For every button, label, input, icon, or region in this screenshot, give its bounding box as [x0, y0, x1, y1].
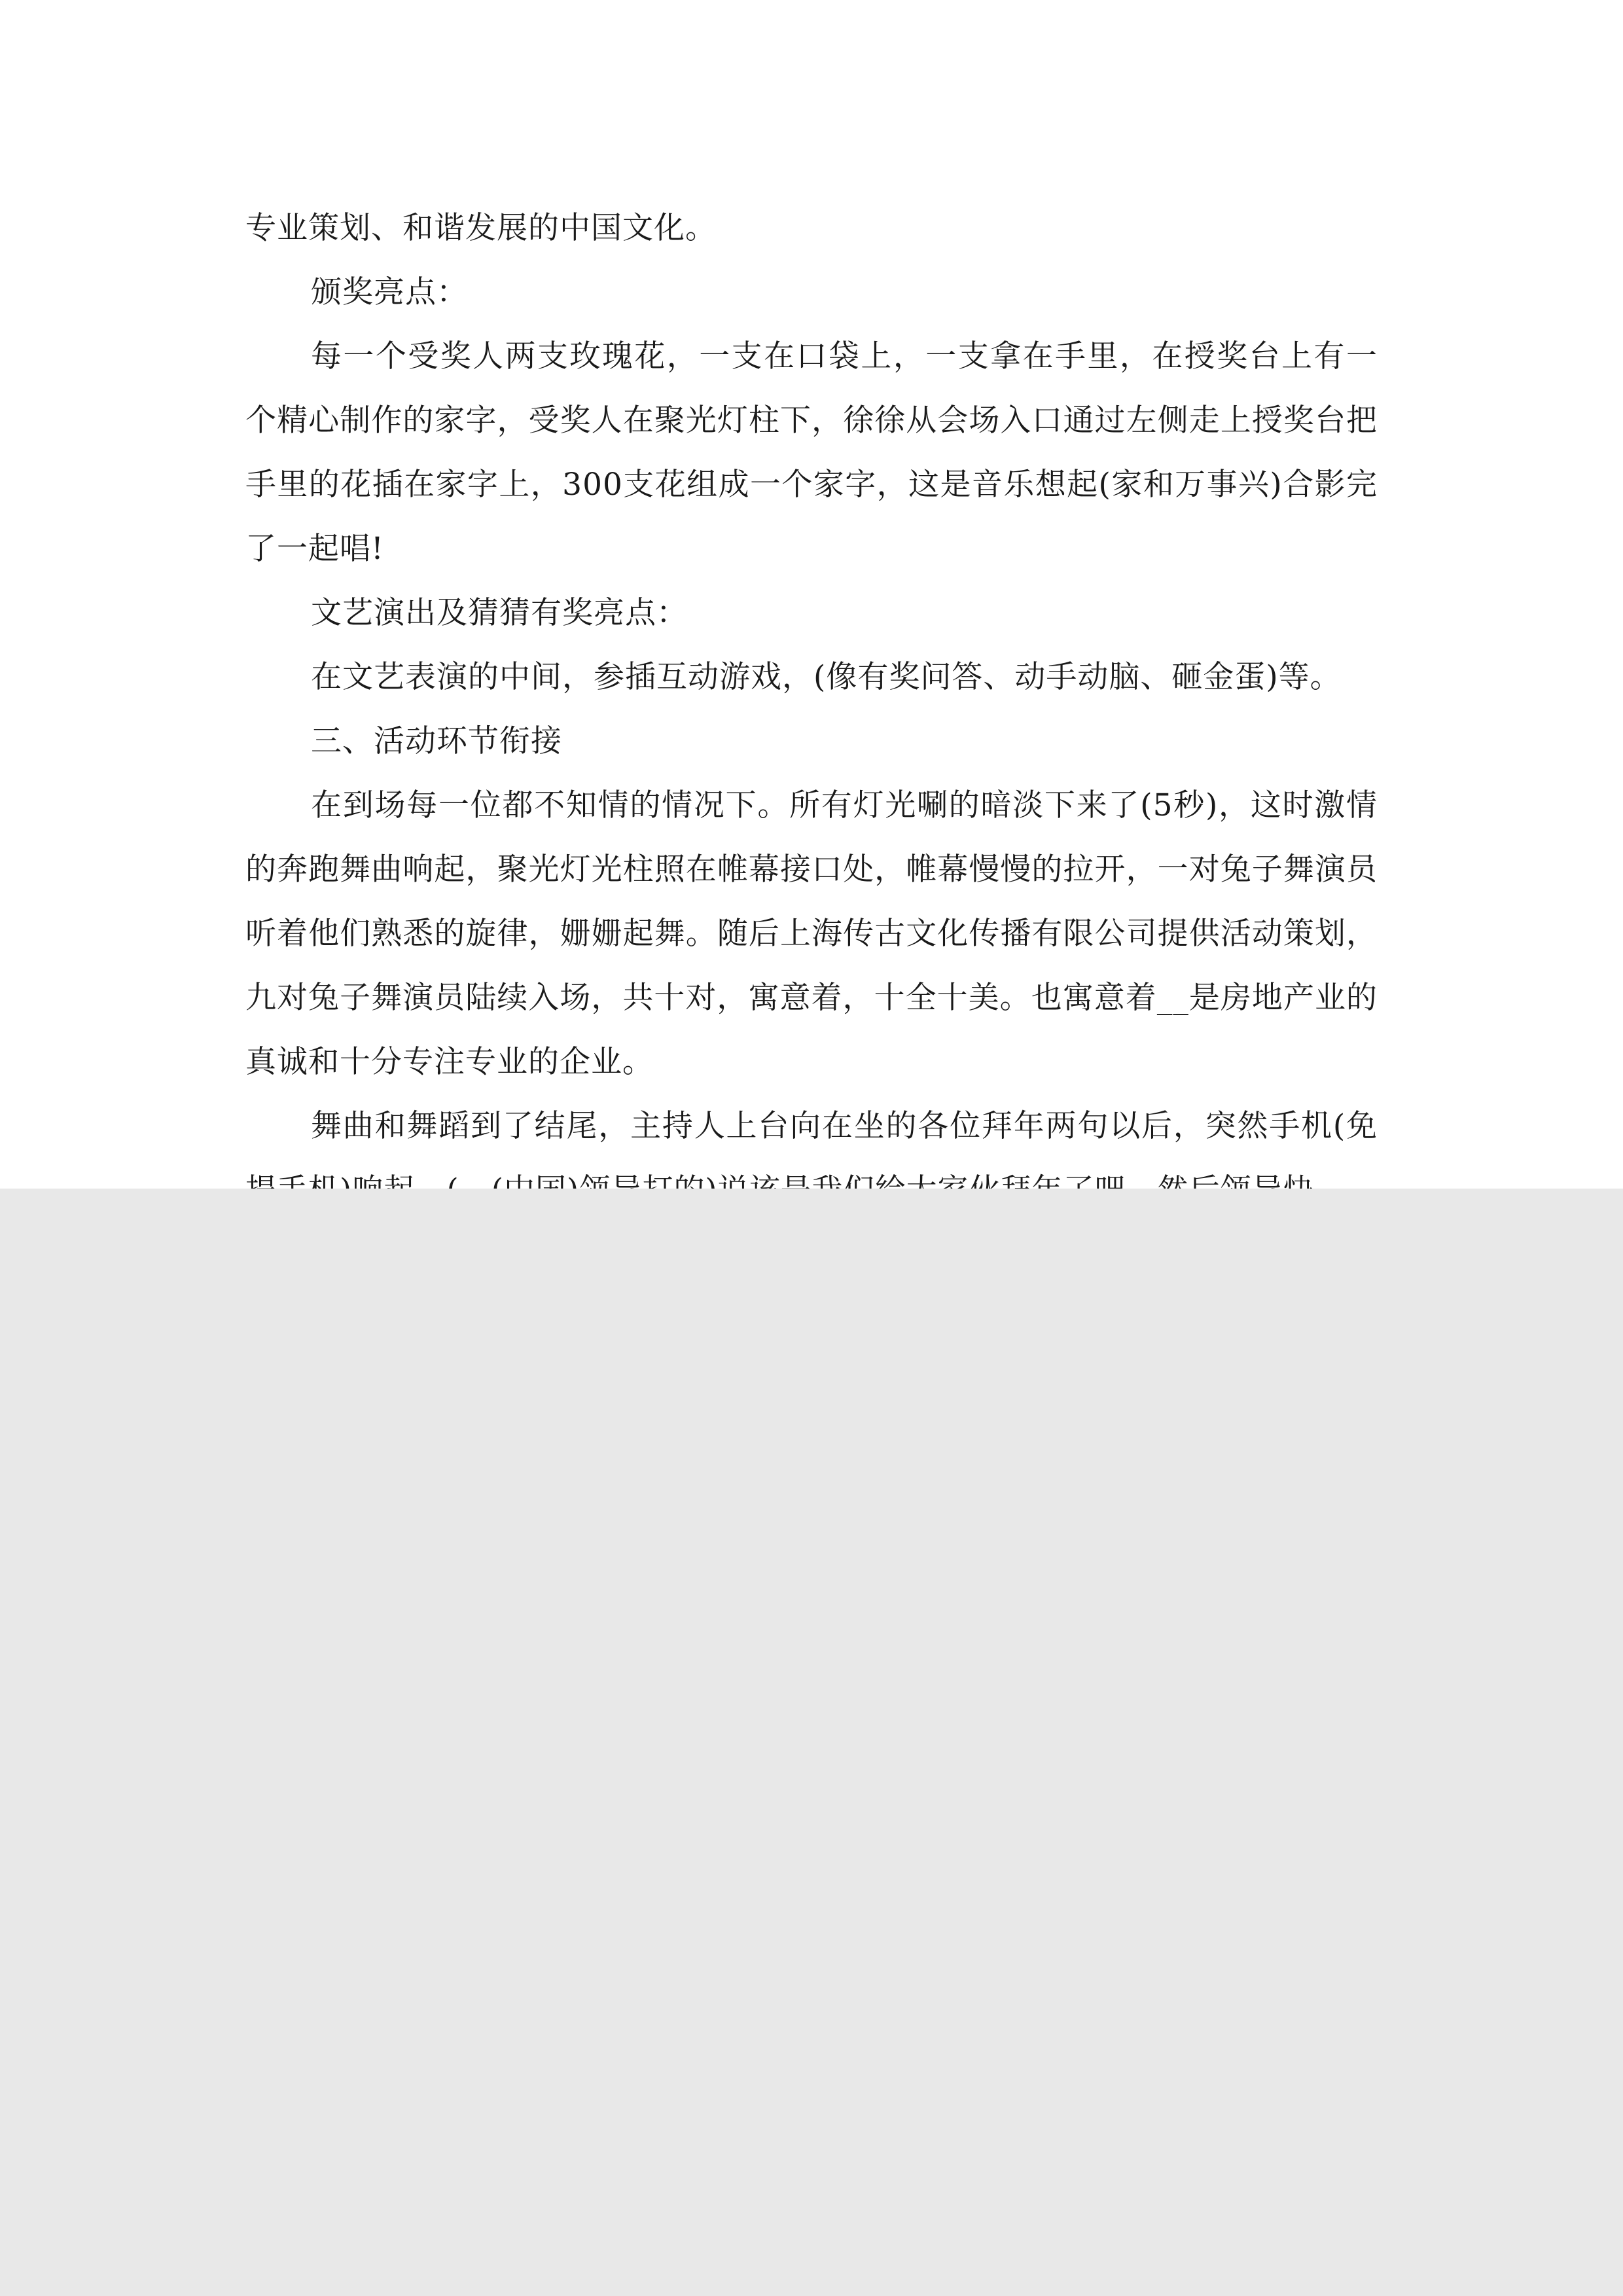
paragraph-1: 专业策划、和谐发展的中国文化。 [245, 210, 717, 246]
page-cutoff-background [0, 1189, 1623, 2296]
paragraph-5: 在文艺表演的中间，参插互动游戏，(像有奖问答、动手动脑、砸金蛋)等。 [311, 659, 1342, 695]
paragraph-4-heading: 文艺演出及猜猜有奖亮点： [311, 595, 688, 631]
paragraph-2-heading: 颁奖亮点： [311, 274, 468, 310]
document-body [245, 196, 1378, 1223]
paragraph-3: 每一个受奖人两支玫瑰花，一支在口袋上，一支拿在手里，在授奖台上有一个精心制作的家字，受奖人在聚光灯柱下，徐徐从会场入口通过左侧走上授奖台把手里的花插在家字上，300支花组成一个家字，这是音乐想起(家和万事兴)合影完了一起唱! [245, 338, 1378, 567]
paragraph-8: 舞曲和舞蹈到了结尾，主持人上台向在坐的各位拜年两句以后，突然手机(免 [311, 1108, 1378, 1144]
paragraph-6-heading: 三、活动环节衔接 [311, 723, 562, 759]
paragraph-7: 在到场每一位都不知情的情况下。所有灯光唰的暗淡下来了(5秒)，这时激情的奔跑舞曲响起，聚光灯光柱照在帷幕接口处，帷幕慢慢的拉开，一对兔子舞演员听着他们熟悉的旋律，姗姗起舞。随后上海传古文化传播有限公司提供活动策划，九对兔子舞演员陆续入场，共十对，寓意着，十全十美。也寓意着__是房地产业的真诚和十分专注专业的企业。 [245, 787, 1378, 1080]
